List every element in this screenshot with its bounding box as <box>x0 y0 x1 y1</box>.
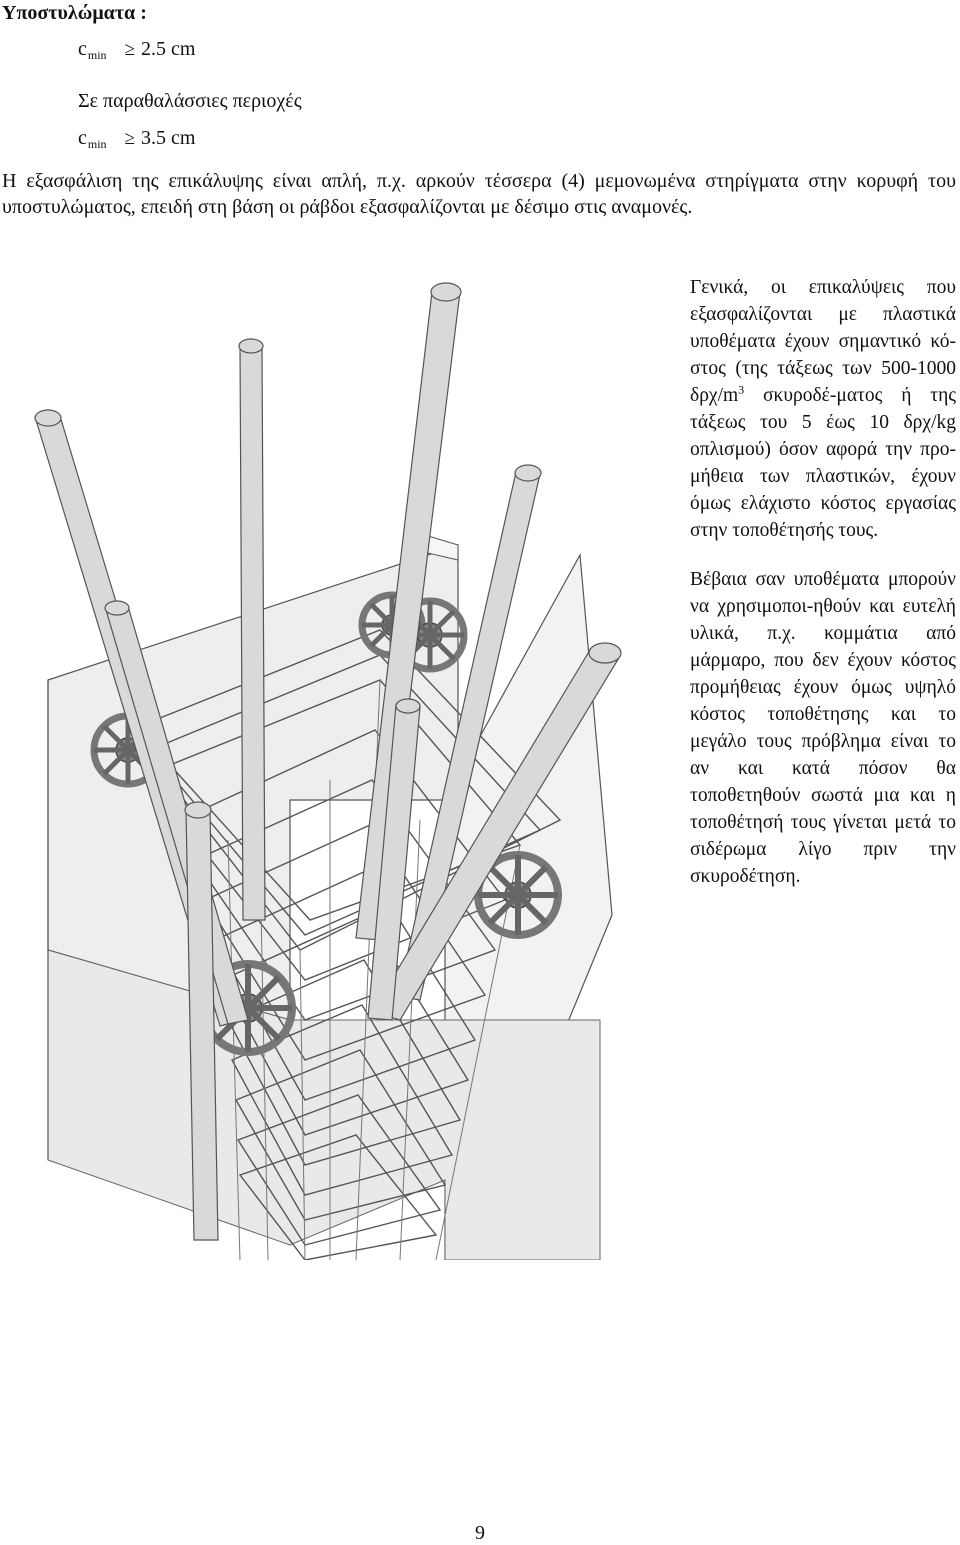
section-heading: Υποστυλώματα : <box>2 2 147 24</box>
cover-min-coastal <box>78 127 195 152</box>
superscript-3: 3 <box>738 382 745 397</box>
cost-text-part1: Γενικά, οι επικαλύψεις που εξασφαλίζονται με πλαστικά υποθέματα έχουν σημαντικό κό-στος (της τάξεως των 500-1000 δρχ/m <box>690 277 956 406</box>
column-reinforcement-illustration <box>0 260 690 1260</box>
cover-min-general <box>78 38 195 63</box>
intro-paragraph: Η εξασφάλιση της επικάλυψης είναι απλή, π.χ. αρκούν τέσσερα (4) μεμονωμένα στηρίγματα στην κορυφή του υποστυλώματος, επειδή στη βάση οι ράβδοι εξασφαλίζονται με δέσιμο στις αναμονές. <box>2 170 956 218</box>
cover-subscript: min <box>87 137 107 151</box>
cover-value: 3.5 cm <box>141 127 196 149</box>
cover-symbol: c <box>78 127 87 149</box>
right-column-text <box>690 274 956 890</box>
page-number: 9 <box>475 1522 485 1544</box>
alternative-materials-paragraph: Βέβαια σαν υποθέματα μπορούν να χρησιμοποι-ηθούν και ευτελή υλικά, π.χ. κομμάτια από μάρμαρο, που δεν έχουν κόστος προμήθειας έχουν όμως υψηλό κόστος τοποθέτησης και το μεγάλο τους πρόβλημα είναι το αν και κατά πόσον θα τοποθετηθούν σωστά μια και η τοποθέτησή τους γίνεται μετά το σιδέρωμα λίγο πριν την σκυροδέτηση. <box>690 569 956 887</box>
cost-paragraph <box>690 274 956 544</box>
cost-text-part2: σκυροδέ-ματος ή της τάξεως του 5 έως 10 δρχ/kg οπλισμού) όσον αφορά την προ-μήθεια των πλαστικών, έχουν όμως ελάχιστο κόστος εργασίας στην τοποθέτησής τους. <box>690 385 956 541</box>
geq-symbol: ≥ <box>124 39 135 60</box>
cover-symbol: c <box>78 38 87 60</box>
cover-value: 2.5 cm <box>141 38 196 60</box>
geq-symbol: ≥ <box>124 128 135 149</box>
cover-subscript: min <box>87 48 107 62</box>
coastal-label: Σε παραθαλάσσιες περιοχές <box>78 90 302 112</box>
